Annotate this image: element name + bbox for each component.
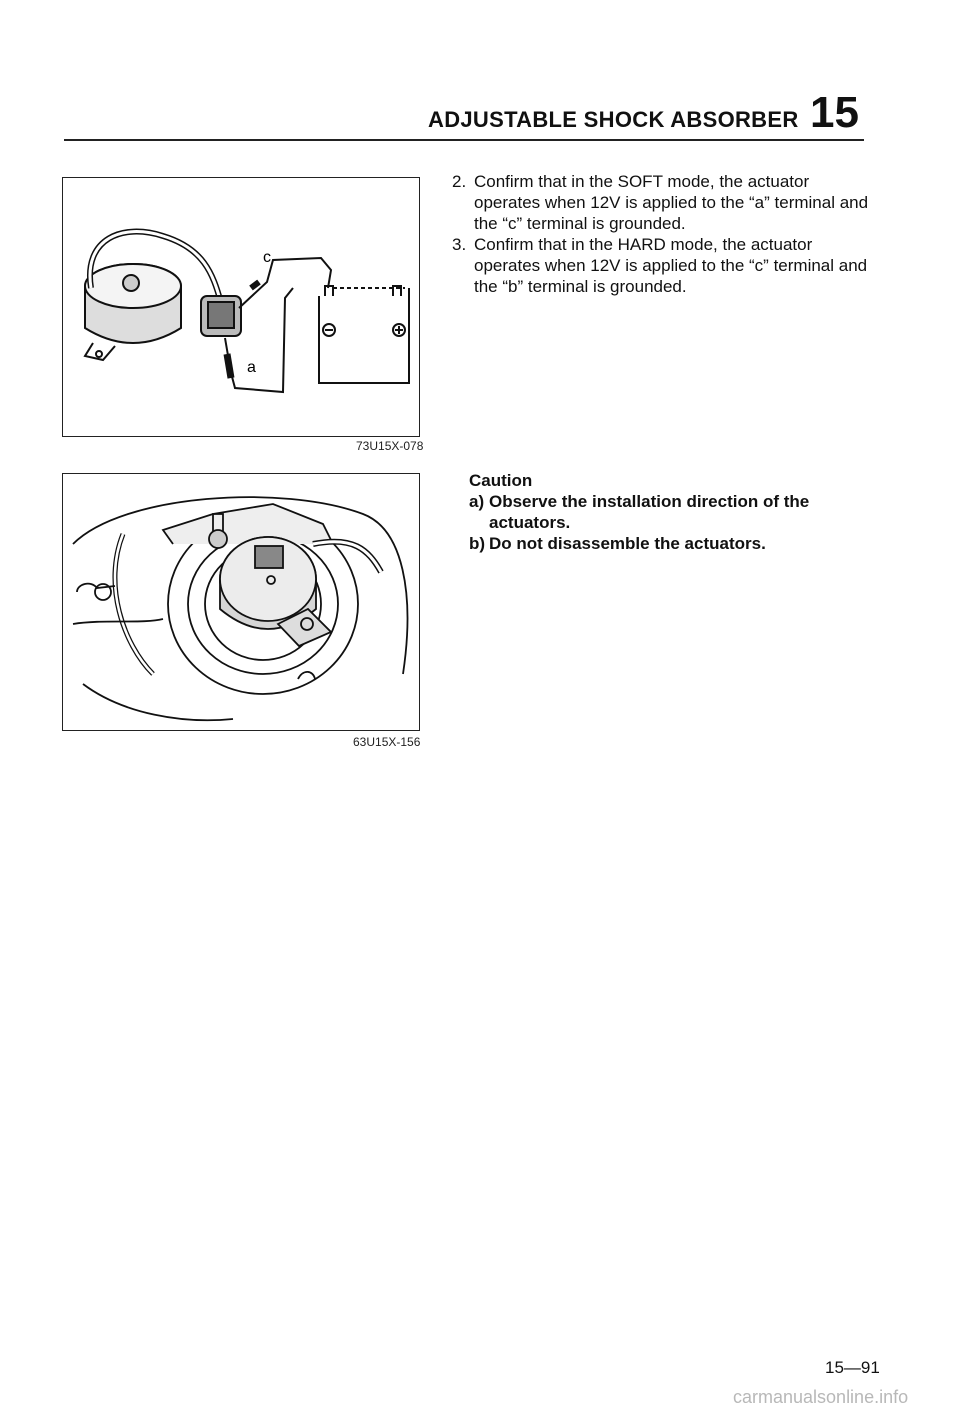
instruction-steps <box>452 171 872 297</box>
step-text: Confirm that in the SOFT mode, the actuator operates when 12V is applied to the “a” terminal and the “c” terminal is grounded. <box>474 172 869 233</box>
figure-2-code: 63U15X-156 <box>353 735 421 749</box>
actuator-wiring-illustration <box>63 178 419 436</box>
watermark: carmanualsonline.info <box>733 1387 909 1407</box>
actuator-installation-illustration <box>63 474 419 730</box>
header-title: ADJUSTABLE SHOCK ABSORBER <box>428 107 799 132</box>
terminal-a-label: a <box>247 359 256 376</box>
page-number: 15—91 <box>825 1358 880 1377</box>
step-number: 2. <box>452 172 467 191</box>
caution-item <box>469 491 879 533</box>
caution-item-text: Observe the installation direction of the actuators. <box>489 492 810 532</box>
step-text: Confirm that in the HARD mode, the actuator operates when 12V is applied to the “c” terminal and the “b” terminal is grounded. <box>474 235 868 296</box>
step-item <box>452 171 872 234</box>
step-number: 3. <box>452 235 467 254</box>
header-divider <box>64 139 864 141</box>
caution-item-label: a) <box>469 492 485 511</box>
caution-item-label: b) <box>469 534 486 553</box>
caution-title: Caution <box>469 471 533 490</box>
figure-actuator-test <box>62 177 420 437</box>
caution-block <box>469 470 879 554</box>
section-number: 15 <box>810 88 859 137</box>
caution-item-text: Do not disassemble the actuators. <box>489 534 766 553</box>
figure-1-code: 73U15X-078 <box>356 439 424 453</box>
terminal-c-label: c <box>263 249 271 266</box>
step-item <box>452 234 872 297</box>
figure-actuator-installed <box>62 473 420 731</box>
caution-item <box>469 533 879 554</box>
